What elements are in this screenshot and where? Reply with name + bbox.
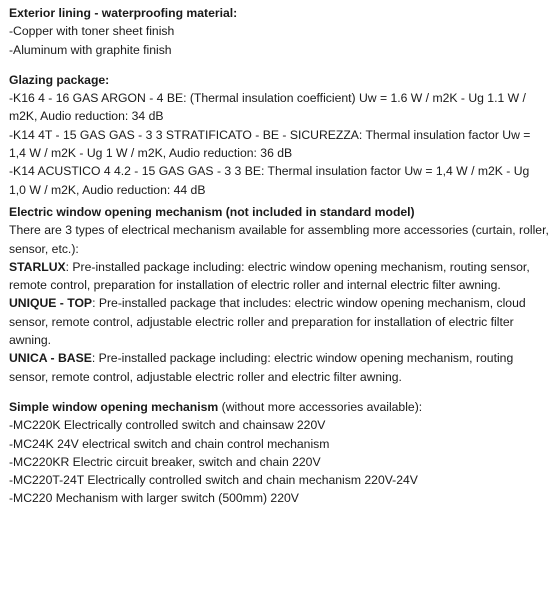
simple-mechanism-item: -MC220KR Electric circuit breaker, switch and chain 220V xyxy=(9,454,321,469)
exterior-item: -Aluminum with graphite finish xyxy=(9,42,172,57)
electric-mechanism-intro: There are 3 types of electrical mechanism available for assembling more accessories (curtain, roller, sensor, etc.): xyxy=(9,223,549,256)
package-item-starlux xyxy=(9,258,549,295)
electric-mechanism-heading: Electric window opening mechanism (not included in standard model) xyxy=(9,204,415,219)
package-name: UNIQUE - TOP xyxy=(9,296,93,311)
glazing-item: -K14 4T - 15 GAS GAS - 3 3 STRATIFICATO - BE - SICUREZZA: Thermal insulation factor Uw = 1,4 W / m2K - Ug 1 W / m2K, Audio reduction: 36 dB xyxy=(9,127,531,161)
package-name: UNICA - BASE xyxy=(9,351,92,366)
glazing-item: -K14 ACUSTICO 4 4.2 - 15 GAS GAS - 3 3 BE: Thermal insulation factor Uw = 1,4 W / m2K - Ug 1,0 W / m2K, Audio reduction: 44 dB xyxy=(9,164,530,197)
simple-mechanism-heading-bold: Simple window opening mechanism xyxy=(9,399,219,414)
glazing-package-section xyxy=(9,71,549,199)
package-item-unica-base xyxy=(9,349,549,386)
simple-mechanism-heading-note: (without more accessories available): xyxy=(218,399,423,414)
package-description: : Pre-installed package that includes: electric window opening mechanism, cloud sensor, remote control, adjustable electric roller and preparation for installation of electric filter awning. xyxy=(9,296,526,348)
simple-mechanism-heading xyxy=(9,398,549,416)
electric-mechanism-section xyxy=(9,203,549,386)
exterior-item: -Copper with toner sheet finish xyxy=(9,24,175,39)
glazing-item: -K16 4 - 16 GAS ARGON - 4 BE: (Thermal insulation coefficient) Uw = 1.6 W / m2K - Ug 1.1 W / m2K, Audio reduction: 34 dB xyxy=(9,91,526,124)
package-description: : Pre-installed package including: electric window opening mechanism, routing sensor, remote control, preparation for installation of electric roller and internal electric filter awning. xyxy=(9,259,530,293)
simple-mechanism-item: -MC220T-24T Electrically controlled switch and chain mechanism 220V-24V xyxy=(9,473,418,488)
package-description: : Pre-installed package including: electric window opening mechanism, routing sensor, remote control, adjustable electric roller and electric filter awning. xyxy=(9,351,514,384)
exterior-lining-heading: Exterior lining - waterproofing material: xyxy=(9,6,238,20)
simple-mechanism-item: -MC220K Electrically controlled switch and chainsaw 220V xyxy=(9,418,326,433)
simple-mechanism-item: -MC24K 24V electrical switch and chain control mechanism xyxy=(9,436,330,451)
glazing-package-heading: Glazing package: xyxy=(9,72,110,87)
simple-mechanism-item: -MC220 Mechanism with larger switch (500mm) 220V xyxy=(9,491,299,506)
simple-mechanism-section xyxy=(9,398,549,508)
exterior-lining-section xyxy=(9,4,549,59)
document-body xyxy=(9,4,549,508)
package-name: STARLUX xyxy=(9,259,66,274)
package-item-unique-top xyxy=(9,294,549,349)
